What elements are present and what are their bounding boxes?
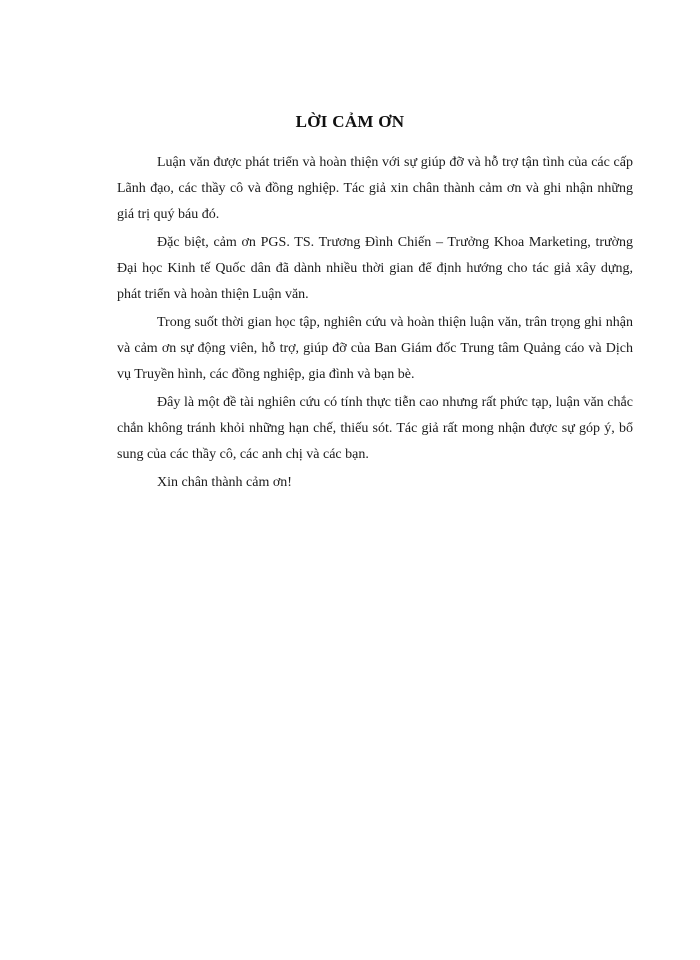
paragraph-1: Luận văn được phát triển và hoàn thiện với sự giúp đỡ và hỗ trợ tận tình của các cấp Lãnh đạo, các thầy cô và đồng nghiệp. Tác giả xin chân thành cảm ơn và ghi nhận những giá trị quý báu đó.: [117, 155, 633, 222]
paragraph-3: Trong suốt thời gian học tập, nghiên cứu và hoàn thiện luận văn, trân trọng ghi nhận và cảm ơn sự động viên, hỗ trợ, giúp đỡ của Ban Giám đốc Trung tâm Quảng cáo và Dịch vụ Truyền hình, các đồng nghiệp, gia đình và bạn bè.: [117, 315, 633, 382]
paragraph-2: Đặc biệt, cảm ơn PGS. TS. Trương Đình Chiến – Trưởng Khoa Marketing, trường Đại học Kinh tế Quốc dân đã dành nhiều thời gian để định hướng cho tác giả xây dựng, phát triển và hoàn thiện Luận văn.: [117, 235, 633, 302]
acknowledgement-body: [117, 150, 633, 498]
paragraph-4: Đây là một đề tài nghiên cứu có tính thực tiễn cao nhưng rất phức tạp, luận văn chắc chắn không tránh khỏi những hạn chế, thiếu sót. Tác giả rất mong nhận được sự góp ý, bổ sung của các thầy cô, các anh chị và các bạn.: [117, 395, 633, 462]
closing-line: Xin chân thành cảm ơn!: [157, 475, 292, 490]
page-title: LỜI CẢM ƠN: [295, 112, 405, 131]
